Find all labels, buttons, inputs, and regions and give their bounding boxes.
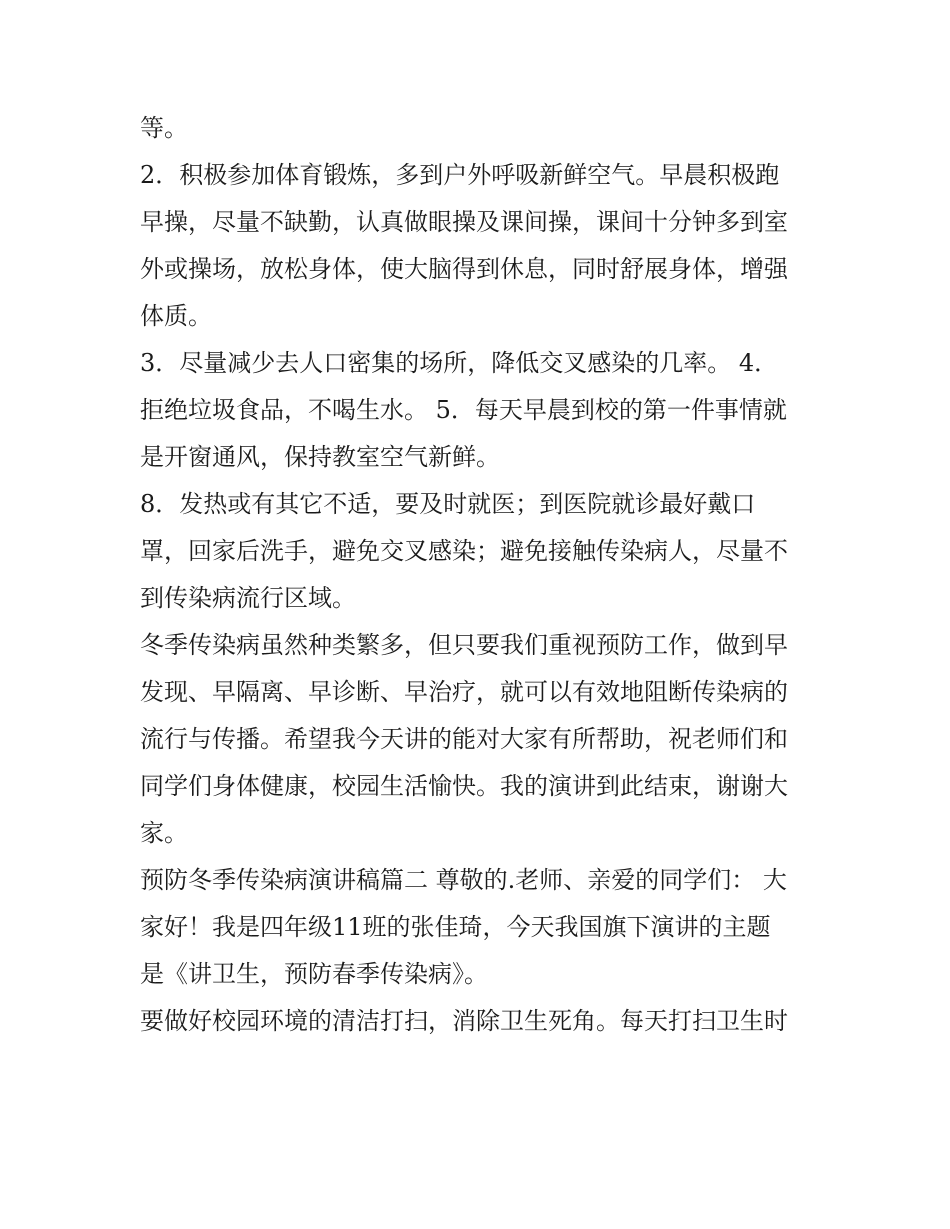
text-line: 8．发热或有其它不适，要及时就医；到医院就诊最好戴口 <box>140 490 756 518</box>
paragraph-conclusion <box>140 622 820 857</box>
paragraph-item-8 <box>140 481 820 622</box>
paragraph-item-2 <box>140 152 820 340</box>
text-line: 同学们身体健康，校园生活愉快。我的演讲到此结束，谢谢大 <box>140 772 788 800</box>
text-line: 流行与传播。希望我今天讲的能对大家有所帮助，祝老师们和 <box>140 725 788 753</box>
text-line: 拒绝垃圾食品，不喝生水。 5．每天早晨到校的第一件事情就 <box>140 396 787 424</box>
text-line: 是《讲卫生，预防春季传染病》。 <box>140 960 488 988</box>
text-line: 家。 <box>140 819 188 847</box>
paragraph-items-3-5 <box>140 340 820 481</box>
text-line: 家好！我是四年级11班的张佳琦，今天我国旗下演讲的主题 <box>140 913 771 941</box>
text-line: 发现、早隔离、早诊断、早治疗，就可以有效地阻断传染病的 <box>140 678 788 706</box>
text-line: 预防冬季传染病演讲稿篇二 尊敬的.老师、亲爱的同学们： 大 <box>140 866 787 894</box>
text-line: 冬季传染病虽然种类繁多，但只要我们重视预防工作，做到早 <box>140 631 788 659</box>
text-line: 2．积极参加体育锻炼，多到户外呼吸新鲜空气。早晨积极跑 <box>140 161 780 189</box>
text-line: 罩，回家后洗手，避免交叉感染；避免接触传染病人，尽量不 <box>140 537 788 565</box>
text-line: 等。 <box>140 114 188 142</box>
paragraph-continuation <box>140 105 820 152</box>
text-line: 早操，尽量不缺勤，认真做眼操及课间操，课间十分钟多到室 <box>140 208 788 236</box>
document-body <box>140 105 820 1045</box>
text-line: 3．尽量减少去人口密集的场所，降低交叉感染的几率。 4． <box>140 349 779 377</box>
paragraph-campus-cleaning <box>140 998 820 1045</box>
text-line: 要做好校园环境的清洁打扫，消除卫生死角。每天打扫卫生时 <box>140 1007 788 1035</box>
paragraph-speech-two-intro <box>140 857 820 998</box>
text-line: 到传染病流行区域。 <box>140 584 356 612</box>
text-line: 是开窗通风，保持教室空气新鲜。 <box>140 443 500 471</box>
text-line: 外或操场，放松身体，使大脑得到休息，同时舒展身体，增强 <box>140 255 788 283</box>
text-line: 体质。 <box>140 302 212 330</box>
